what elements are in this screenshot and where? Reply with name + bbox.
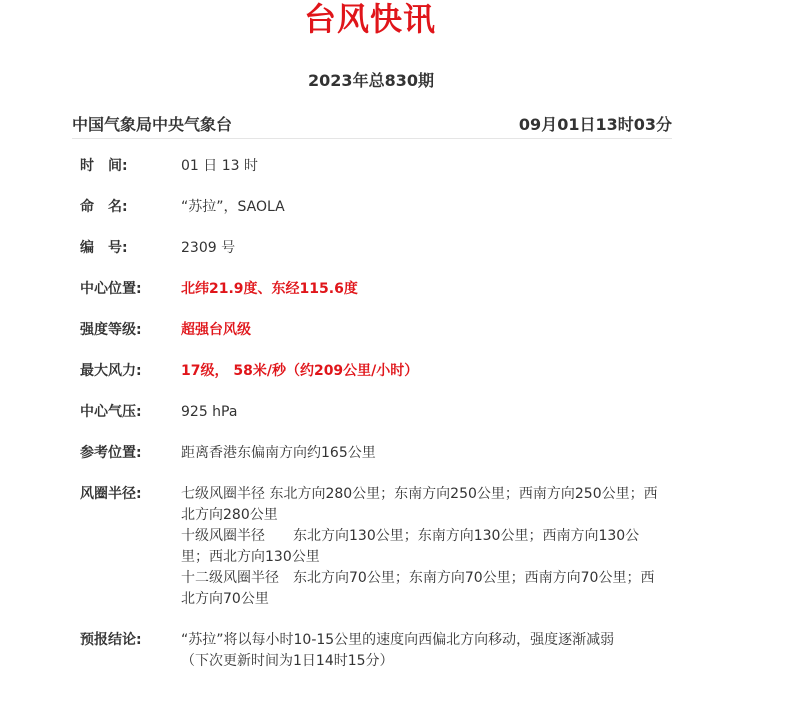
field-value: 17级， 58米/秒（约209公里/小时） [181, 363, 419, 379]
field-label: 命 名: [80, 199, 128, 215]
field-value: 北纬21.9度、东经115.6度 [181, 281, 358, 297]
field-value: 01 日 13 时 [181, 158, 258, 174]
radius-line-12: 十二级风圈半径 东北方向70公里；东南方向70公里；西南方向70公里；西北方向70公里 [181, 570, 655, 607]
field-label: 强度等级: [80, 322, 142, 338]
radius-line-10: 十级风圈半径 东北方向130公里；东南方向130公里；西南方向130公里；西北方向130公里 [181, 528, 640, 565]
field-value: 925 hPa [181, 404, 238, 420]
field-value: 2309 号 [181, 240, 236, 256]
agency-name: 中国气象局中央气象台 [72, 115, 233, 134]
page-title: 台风快讯 [303, 0, 436, 38]
next-update: （下次更新时间为1日14时15分） [181, 653, 394, 669]
field-label: 编 号: [80, 240, 128, 256]
field-value: 距离香港东偏南方向约165公里 [181, 445, 376, 461]
field-label: 中心气压: [80, 404, 142, 420]
field-label: 时 间: [80, 158, 128, 174]
field-value: 超强台风级 [181, 322, 251, 338]
forecast-text: “苏拉”将以每小时10-15公里的速度向西偏北方向移动，强度逐渐减弱 [181, 632, 615, 648]
radius-line-7: 七级风圈半径 东北方向280公里；东南方向250公里；西南方向250公里；西北方向280公里 [181, 486, 658, 523]
field-value: “苏拉”，SAOLA [181, 199, 285, 215]
field-label: 最大风力: [80, 363, 142, 379]
issue-number: 2023年总830期 [308, 71, 434, 90]
field-label: 预报结论: [80, 632, 142, 648]
radius-lines [181, 484, 659, 610]
bulletin-header [72, 112, 672, 139]
forecast-text-block [181, 630, 659, 672]
issue-time: 09月01日13时03分 [518, 115, 672, 134]
field-label: 参考位置: [80, 445, 142, 461]
field-label: 中心位置: [80, 281, 142, 297]
field-label: 风圈半径: [80, 486, 142, 502]
